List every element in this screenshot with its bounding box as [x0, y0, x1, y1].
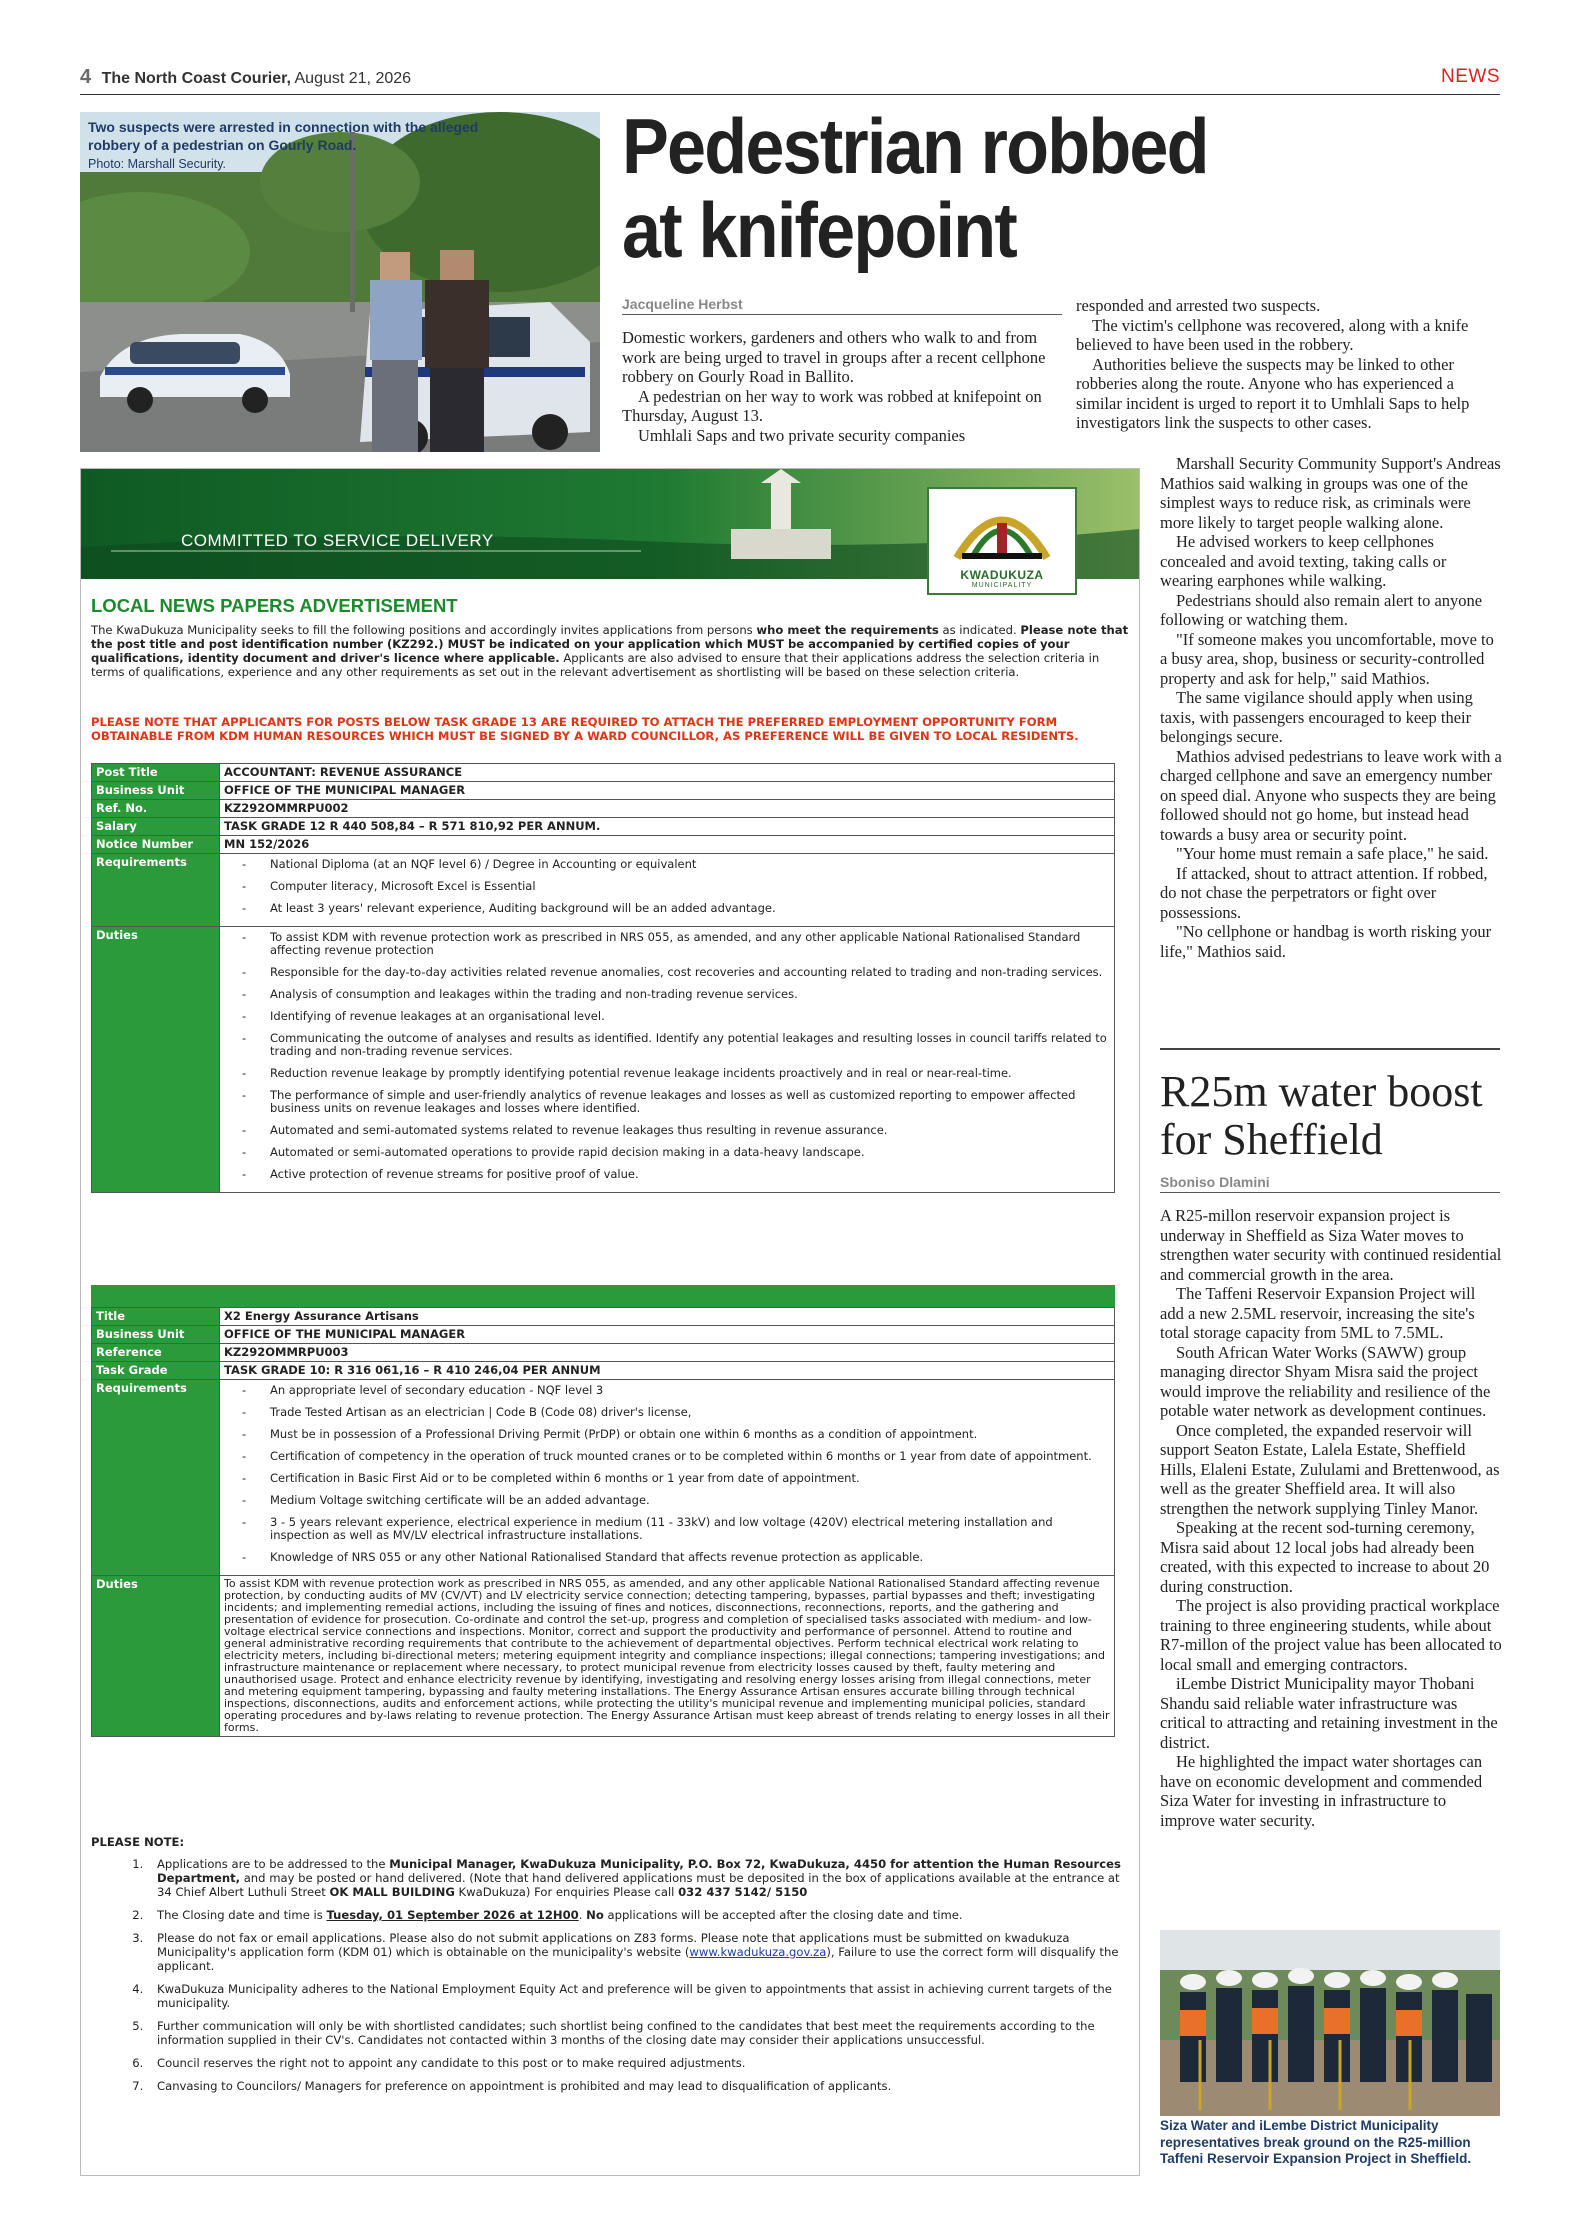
list-item: - Computer literacy, Microsoft Excel is Essential	[224, 880, 1110, 893]
list-item: - At least 3 years' relevant experience, Auditing background will be an added advantage.	[224, 902, 1110, 915]
list-item: 5. Further communication will only be with shortlisted candidates; such shortlist being confined to the candidates that best meet the requirements according to the information supplied in their CV's. Candidates not contacted within 3 months of the closing date may consider their applications unsuccessful.	[147, 2019, 1131, 2047]
post-table-artisan	[91, 1307, 1115, 1737]
table-row	[92, 800, 1115, 818]
paragraph: responded and arrested two suspects.	[1076, 296, 1321, 315]
story-separator	[1160, 1048, 1500, 1050]
list-item	[147, 1857, 1131, 1899]
list-item: - Automated and semi-automated systems related to revenue leakages thus resulting in revenue assurance.	[224, 1124, 1110, 1137]
note-text: The Closing date and time is	[157, 1908, 327, 1922]
story1-column-1	[622, 328, 1062, 445]
paragraph: The Taffeni Reservoir Expansion Project will add a new 2.5ML reservoir, increasing the site's total storage capacity from 5ML to 7.5ML.	[1160, 1284, 1476, 1342]
story1-column-3	[1160, 454, 1502, 961]
paragraph: South African Water Works (SAWW) group managing director Shyam Misra said the project would improve the reliability and resilience of the potable water network as development continues.	[1160, 1342, 1491, 1420]
photo-caption	[88, 118, 488, 173]
paragraph: A R25-millon reservoir expansion project is underway in Sheffield as Siza Water moves to strengthen water security with continued residential and commercial growth in the area.	[1160, 1206, 1502, 1284]
table-row	[92, 782, 1115, 800]
note-phone: 032 437 5142/ 5150	[678, 1885, 808, 1899]
reference-number: KZ292OMMRPU002	[220, 800, 1115, 818]
list-item: - Communicating the outcome of analyses and results as identified. Identify any potential leakages and resulting losses in council tariffs related to trading and non-trading revenue services.	[224, 1032, 1110, 1058]
row-label: Reference	[92, 1344, 220, 1362]
municipality-advertisement	[80, 468, 1140, 2176]
note-address: Municipal Manager, KwaDukuza Municipality, P.O. Box 72, KwaDukuza, 4450 for attention the Human Resources Department,	[157, 1857, 1121, 1885]
suspects-photo	[80, 112, 600, 452]
salary: TASK GRADE 12 R 440 508,84 – R 571 810,92 PER ANNUM.	[220, 818, 1115, 836]
paragraph: "No cellphone or handbag is worth risking your life," Mathios said.	[1160, 922, 1492, 961]
list-item: - Certification of competency in the operation of truck mounted cranes or to be completed within 6 months or 1 year from date of appointment.	[224, 1450, 1110, 1463]
paragraph: Once completed, the expanded reservoir will support Seaton Estate, Lalela Estate, Sheffield Hills, Elaleni Estate, Zululami and Brettenwood, as well as the greater Sheffield area. It will also strengthen the network supplying Tinley Manor.	[1160, 1420, 1500, 1518]
list-item: - 3 - 5 years relevant experience, electrical experience in medium (11 - 33kV) and low voltage (420V) electrical metering installation and inspection as well as MV/LV electrical infrastructure installations.	[224, 1516, 1110, 1542]
notes-list	[91, 1857, 1131, 2093]
list-item: - Knowledge of NRS 055 or any other National Rationalised Standard that affects revenue protection as applicable.	[224, 1551, 1110, 1564]
groundbreaking-photo-image	[1160, 1930, 1500, 2116]
paragraph: The project is also providing practical workplace training to three engineering students, while about R7-millon of the project value has been allocated to local small and emerging contractors.	[1160, 1596, 1502, 1674]
post-title: ACCOUNTANT: REVENUE ASSURANCE	[220, 764, 1115, 782]
note-text: and may be posted or hand delivered. (Note that hand delivered applications must be deposited in the box of applications available at the entrance at 34 Chief Albert Luthuli Street	[157, 1871, 1120, 1899]
row-label: Post Title	[92, 764, 220, 782]
list-item: - Analysis of consumption and leakages within the trading and non-trading revenue services.	[224, 988, 1110, 1001]
business-unit: OFFICE OF THE MUNICIPAL MANAGER	[220, 782, 1115, 800]
intro-text: The KwaDukuza Municipality seeks to fill the following positions and accordingly invites applications from persons	[91, 623, 757, 637]
paragraph: Authorities believe the suspects may be linked to other robberies along the route. Anyone who has experienced a similar incident is urged to report it to Umhlali Saps to help investigators link the suspects to other cases.	[1076, 354, 1470, 432]
story2-body	[1160, 1206, 1502, 1830]
byline-dlamini: Sboniso Dlamini	[1160, 1174, 1500, 1193]
row-label: Task Grade	[92, 1362, 220, 1380]
paragraph: The same vigilance should apply when using taxis, with passengers encouraged to keep their belongings secure.	[1160, 688, 1473, 746]
note-text: Please do not fax or email applications. Please also do not submit applications on Z83 forms. Please note that applications must be submitted on kwadukuza Municipality's application form (KDM 01) which is obtainable on the municipality's website (	[157, 1931, 1070, 1959]
list-item: - Automated or semi-automated operations to provide rapid decision making in a data-heavy landscape.	[224, 1146, 1110, 1159]
note-building: OK MALL BUILDING	[329, 1885, 455, 1899]
row-label: Notice Number	[92, 836, 220, 854]
list-item: 4. KwaDukuza Municipality adheres to the National Employment Equity Act and preference will be given to appointments that assist in achieving current targets of the municipality.	[147, 1982, 1131, 2010]
list-item	[147, 1908, 1131, 1922]
table-row	[92, 1344, 1115, 1362]
note-text: ), Failure to use the correct form will disqualify the applicant.	[157, 1945, 1119, 1973]
ad-heading: LOCAL NEWS PAPERS ADVERTISEMENT	[91, 595, 458, 616]
requirements-cell	[220, 854, 1115, 927]
table-row	[92, 1326, 1115, 1344]
requirements-cell	[220, 1380, 1115, 1576]
intro-text: as indicated.	[938, 623, 1021, 637]
intro-instruction: Please note that the post title and post identification number (KZ292.) MUST be indicated on your application which MUST be accompanied by certified copies of your qualifications, identity document and driver's licence where applicable.	[91, 623, 1129, 665]
paragraph: Speaking at the recent sod-turning ceremony, Misra said about 12 local jobs had already been created, with this expected to increase to about 20 during construction.	[1160, 1518, 1490, 1596]
caption-text: Two suspects were arrested in connection with the alleged robbery of a pedestrian on Gourly Road.	[88, 119, 479, 153]
list-item: - An appropriate level of secondary education - NQF level 3	[224, 1384, 1110, 1397]
row-label: Requirements	[92, 854, 220, 927]
row-label: Business Unit	[92, 782, 220, 800]
list-item	[147, 1931, 1131, 1973]
row-label: Requirements	[92, 1380, 220, 1576]
list-item: - Reduction revenue leakage by promptly identifying potential revenue leakage incidents proactively and in real or near-real-time.	[224, 1067, 1110, 1080]
task-grade: TASK GRADE 10: R 316 061,16 – R 410 246,04 PER ANNUM	[220, 1362, 1115, 1380]
list-item: - The performance of simple and user-friendly analytics of revenue leakages and losses as well as customized reporting to empower affected business units on revenue leakages and losses where identified.	[224, 1089, 1110, 1115]
logo-arch-icon	[942, 493, 1062, 563]
row-label: Salary	[92, 818, 220, 836]
table-row	[92, 927, 1115, 1193]
website-link[interactable]: www.kwadukuza.gov.za	[689, 1945, 827, 1959]
kwadukuza-logo	[927, 487, 1077, 595]
ad-notes	[91, 1835, 1131, 2102]
header-rule	[80, 94, 1500, 95]
ad-intro	[91, 623, 1131, 679]
ad-warning: PLEASE NOTE THAT APPLICANTS FOR POSTS BELOW TASK GRADE 13 ARE REQUIRED TO ATTACH THE PREFERRED EMPLOYMENT OPPORTUNITY FORM OBTAINABLE FROM KDM HUMAN RESOURCES WHICH MUST BE SIGNED BY A WARD COUNCILLOR, AS PREFERENCE WILL BE GIVEN TO LOCAL RESIDENTS.	[91, 715, 1079, 743]
note-emphasis: No	[586, 1908, 604, 1922]
groundbreaking-photo	[1160, 1930, 1500, 2116]
table-row	[92, 1576, 1115, 1737]
list-item: 6. Council reserves the right not to appoint any candidate to this post or to make required adjustments.	[147, 2056, 1131, 2070]
headline-line-2: for Sheffield	[1160, 1115, 1383, 1164]
row-label: Ref. No.	[92, 800, 220, 818]
issue-date: August 21, 2026	[294, 70, 412, 87]
intro-text: Applicants are also advised to ensure that their applications address the selection criteria in terms of qualifications, experience and any other requirements as set out in the relevant advertisement as shortlisting will be based on these selection criteria.	[91, 651, 1100, 679]
list-item: - Medium Voltage switching certificate will be an added advantage.	[224, 1494, 1110, 1507]
post-table-accountant	[91, 763, 1115, 1193]
paragraph: If attacked, shout to attract attention. If robbed, do not chase the perpetrators or fight over possessions.	[1160, 863, 1488, 922]
headline-line-2: at knifepoint	[622, 186, 1016, 274]
logo-name: KWADUKUZA	[960, 568, 1044, 582]
list-item: - Trade Tested Artisan as an electrician | Code B (Code 08) driver's license,	[224, 1406, 1110, 1419]
paragraph: He advised workers to keep cellphones concealed and avoid texting, taking calls or wearing earphones while walking.	[1160, 532, 1447, 590]
list-item: - National Diploma (at an NQF level 6) / Degree in Accounting or equivalent	[224, 858, 1110, 871]
row-label: Duties	[92, 1576, 220, 1737]
note-text: Applications are to be addressed to the	[157, 1857, 390, 1871]
notes-heading: PLEASE NOTE:	[91, 1835, 185, 1849]
table-row	[92, 1308, 1115, 1326]
paragraph: Mathios advised pedestrians to leave work with a charged cellphone and save an emergency number on speed dial. Anyone who suspects they are being followed should not go home, but instead head towards a busy area or security point.	[1160, 746, 1502, 844]
story1-column-2	[1076, 296, 1501, 433]
page-number: 4	[80, 66, 92, 88]
duties-cell	[220, 927, 1115, 1193]
page-header	[80, 66, 1500, 88]
post-title: X2 Energy Assurance Artisans	[220, 1308, 1115, 1326]
duties-cell: To assist KDM with revenue protection work as prescribed in NRS 055, as amended, and any other applicable National Rationalised Standard affecting revenue protection, by conducting audits of MV (CV/VT) and LV electricity service connection; detecting tampering, bypasses, partial bypasses and theft; investigating incidents; and implementing remedial actions, including the issuing of fines and notices, disconnections, reconnections, reports, and the gathering and presentation of evidence for prosecution. Co-ordinate and control the set-up, progress and completion of specialised tasks associated with medium- and low-voltage electrical service connections and inspections. Monitor, correct and support the productivity and performance of personnel. Attend to routine and general administrative recording requirements that contribute to the achievement of departmental objectives. Perform technical electrical work relating to electricity meters, including bi-directional meters; metering equipment integrity and compliance inspections; illegal connections; tampering investigations; and infrastructure maintenance or replacement where necessary, to protect municipal revenue from electricity losses caused by theft, faulty metering and unauthorised usage. Protect and enhance electricity revenue by identifying, investigating and resolving energy losses arising from illegal connections, meter and metering equipment tampering, bypassing and faulty metering installations. The Energy Assurance Artisan ensures accurate billing through technical inspections, disconnections, audits and enforcement actions, while protecting the utility's municipal revenue and implementing municipal policies, standard operating procedures and by-laws relating to revenue protection. The Energy Assurance Artisan must keep abreast of trends relating to energy losses in all their forms.	[220, 1576, 1115, 1737]
paragraph: The victim's cellphone was recovered, along with a knife believed to have been used in the robbery.	[1076, 315, 1469, 354]
paragraph: He highlighted the impact water shortages can have on economic development and commended Siza Water for investing in infrastructure to improve water security.	[1160, 1752, 1483, 1830]
row-label: Duties	[92, 927, 220, 1193]
section-label: NEWS	[1441, 66, 1500, 87]
note-text: applications will be accepted after the closing date and time.	[603, 1908, 963, 1922]
table-row	[92, 1380, 1115, 1576]
headline-sheffield	[1160, 1068, 1500, 1164]
table-row	[92, 836, 1115, 854]
reference-number: KZ292OMMRPU003	[220, 1344, 1115, 1362]
paragraph: Domestic workers, gardeners and others who walk to and from work are being urged to travel in groups after a recent cellphone robbery on Gourly Road in Ballito.	[622, 328, 1046, 386]
banner-slogan: COMMITTED TO SERVICE DELIVERY	[181, 531, 494, 550]
table-row	[92, 764, 1115, 782]
table-divider	[91, 1285, 1115, 1307]
paragraph: "Your home must remain a safe place," he said.	[1176, 844, 1489, 863]
intro-emphasis: who meet the requirements	[756, 623, 939, 637]
list-item: - To assist KDM with revenue protection work as prescribed in NRS 055, as amended, and any other applicable National Rationalised Standard affecting revenue protection	[224, 931, 1110, 957]
headline-line-1: Pedestrian robbed	[622, 102, 1208, 190]
closing-date: Tuesday, 01 September 2026 at 12H00	[326, 1908, 579, 1922]
list-item: - Active protection of revenue streams for positive proof of value.	[224, 1168, 1110, 1181]
headline-line-1: R25m water boost	[1160, 1067, 1483, 1116]
paragraph: Marshall Security Community Support's Andreas Mathios said walking in groups was one of the simplest ways to reduce risk, as criminals were more likely to target people walking alone.	[1160, 454, 1501, 532]
paragraph: iLembe District Municipality mayor Thobani Shandu said reliable water infrastructure was critical to attracting and retaining investment in the district.	[1160, 1674, 1498, 1752]
note-text: KwaDukuza) For enquiries Please call	[454, 1885, 679, 1899]
notes-heading-text: PLEASE NOTE	[91, 1835, 180, 1849]
paragraph: "If someone makes you uncomfortable, move to a busy area, shop, business or security-controlled property and ask for help," said Mathios.	[1160, 629, 1494, 688]
list-item: - Identifying of revenue leakages at an organisational level.	[224, 1010, 1110, 1023]
table-row	[92, 818, 1115, 836]
list-item: - Certification in Basic First Aid or to be completed within 6 months or 1 year from date of appointment.	[224, 1472, 1110, 1485]
list-item: - Must be in possession of a Professional Driving Permit (PrDP) or obtain one within 6 months as a condition of appointment.	[224, 1428, 1110, 1441]
paragraph: Umhlali Saps and two private security companies	[638, 425, 966, 445]
table-row	[92, 854, 1115, 927]
note-text: .	[578, 1908, 587, 1922]
notice-number: MN 152/2026	[220, 836, 1115, 854]
paragraph: A pedestrian on her way to work was robbed at knifepoint on Thursday, August 13.	[622, 386, 1042, 425]
business-unit: OFFICE OF THE MUNICIPAL MANAGER	[220, 1326, 1115, 1344]
paragraph: Pedestrians should also remain alert to anyone following or watching them.	[1160, 590, 1483, 629]
headline-pedestrian	[622, 104, 1252, 272]
logo-subtitle: MUNICIPALITY	[971, 582, 1033, 589]
row-label: Business Unit	[92, 1326, 220, 1344]
photo-credit: Photo: Marshall Security.	[88, 157, 227, 171]
table-row	[92, 1362, 1115, 1380]
row-label: Title	[92, 1308, 220, 1326]
list-item: 7. Canvasing to Councilors/ Managers for preference on appointment is prohibited and may lead to disqualification of applicants.	[147, 2079, 1131, 2093]
publication-name: The North Coast Courier,	[101, 70, 291, 87]
groundbreaking-caption: Siza Water and iLembe District Municipality representatives break ground on the R25-million Taffeni Reservoir Expansion Project in Sheffield.	[1160, 2118, 1472, 2166]
byline-herbst: Jacqueline Herbst	[622, 296, 1062, 315]
list-item: - Responsible for the day-to-day activities related revenue anomalies, cost recoveries and accounting related to trading and non-trading services.	[224, 966, 1110, 979]
